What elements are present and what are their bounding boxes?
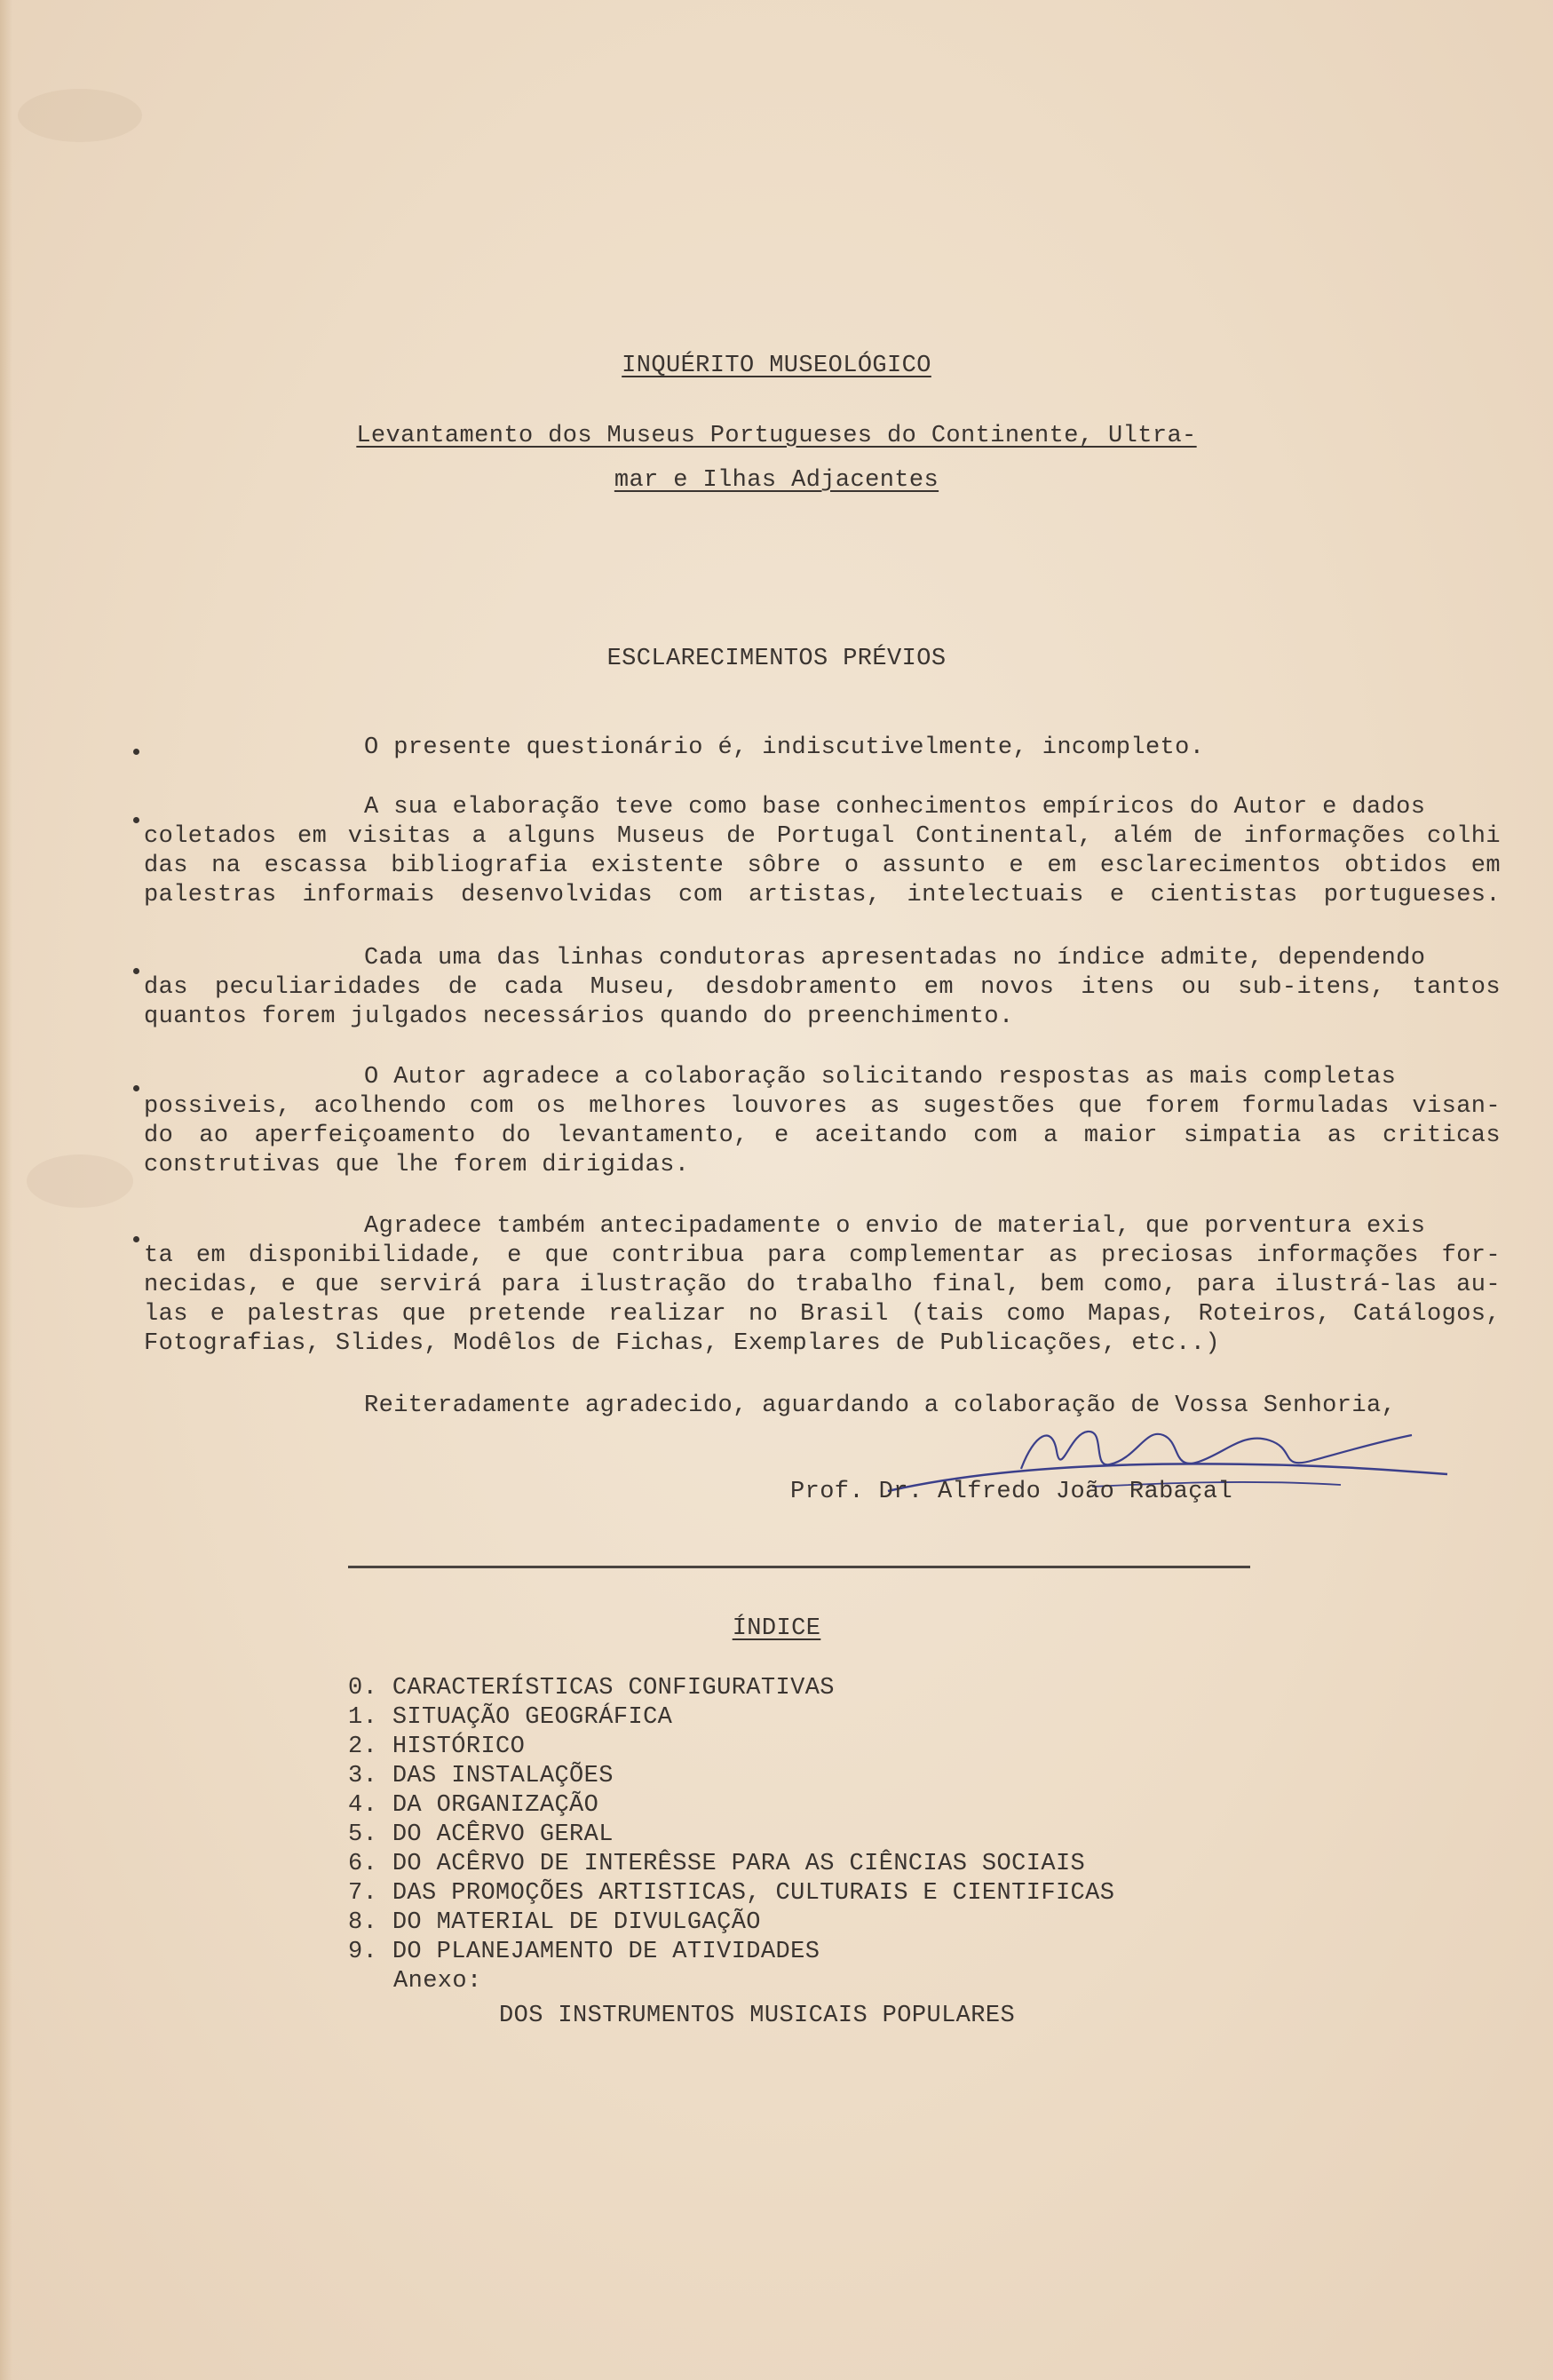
index-label: DAS INSTALAÇÕES bbox=[392, 1763, 614, 1789]
index-number: 1. bbox=[348, 1704, 378, 1731]
index-number: 0. bbox=[348, 1675, 378, 1702]
paragraph-4-line: do ao aperfeiçoamento do levantamento, e aceitando com a maior simpatia as criticas bbox=[144, 1123, 1501, 1149]
index-number: 6. bbox=[348, 1851, 378, 1877]
index-number: 5. bbox=[348, 1821, 378, 1848]
section-divider bbox=[348, 1566, 1250, 1568]
section-heading: ESCLARECIMENTOS PRÉVIOS bbox=[606, 646, 947, 672]
paragraph-5-line: Fotografias, Slides, Modêlos de Fichas, Exemplares de Publicações, etc..) bbox=[144, 1330, 1220, 1357]
paragraph-bullet bbox=[133, 1085, 139, 1091]
index-number: 7. bbox=[348, 1880, 378, 1907]
signature-name: Prof. Dr. Alfredo João Rabaçal bbox=[790, 1479, 1233, 1505]
paragraph-1-line: O presente questionário é, indiscutivelmente, incompleto. bbox=[364, 734, 1205, 761]
index-item bbox=[348, 1879, 1114, 1908]
index-label: DAS PROMOÇÕES ARTISTICAS, CULTURAIS E CIENTIFICAS bbox=[392, 1880, 1115, 1907]
paragraph-2-line: palestras informais desenvolvidas com artistas, intelectuais e cientistas portugueses. bbox=[144, 882, 1501, 908]
paragraph-2-line: coletados em visitas a alguns Museus de Portugal Continental, além de informações colhi bbox=[144, 823, 1501, 850]
paragraph-5-line: las e palestras que pretende realizar no Brasil (tais como Mapas, Roteiros, Catálogos, bbox=[144, 1301, 1501, 1328]
index-item bbox=[348, 1791, 598, 1821]
index-label: HISTÓRICO bbox=[392, 1733, 526, 1760]
paragraph-4-line: construtivas que lhe forem dirigidas. bbox=[144, 1152, 690, 1178]
paragraph-5-line: Agradece também antecipadamente o envio de material, que porventura exis bbox=[364, 1213, 1426, 1240]
paragraph-3-line: Cada uma das linhas condutoras apresentadas no índice admite, dependendo bbox=[364, 945, 1426, 972]
paper-stain bbox=[18, 89, 142, 142]
index-item bbox=[348, 1733, 525, 1762]
index-item bbox=[348, 1762, 614, 1791]
index-item bbox=[348, 1821, 614, 1850]
index-heading: ÍNDICE bbox=[732, 1615, 821, 1642]
index-number: 9. bbox=[348, 1939, 378, 1965]
index-label: DO ACÊRVO DE INTERÊSSE PARA AS CIÊNCIAS SOCIAIS bbox=[392, 1851, 1086, 1877]
paragraph-bullet bbox=[133, 1236, 139, 1242]
document-subtitle-line1: Levantamento dos Museus Portugueses do Continente, Ultra- bbox=[356, 423, 1197, 449]
paragraph-2-line: das na escassa bibliografia existente sôbre o assunto e em esclarecimentos obtidos em bbox=[144, 853, 1501, 879]
paragraph-bullet bbox=[133, 968, 139, 974]
index-number: 8. bbox=[348, 1909, 378, 1936]
closing-line: Reiteradamente agradecido, aguardando a colaboração de Vossa Senhoria, bbox=[364, 1392, 1397, 1419]
index-item bbox=[348, 1850, 1085, 1879]
paragraph-5-line: necidas, e que servirá para ilustração do trabalho final, bem como, para ilustrá-las au- bbox=[144, 1272, 1501, 1298]
index-number: 4. bbox=[348, 1792, 378, 1819]
index-number: 3. bbox=[348, 1763, 378, 1789]
annex-label: Anexo: bbox=[393, 1968, 482, 1995]
index-label: DO ACÊRVO GERAL bbox=[392, 1821, 614, 1848]
paragraph-4-line: possiveis, acolhendo com os melhores louvores as sugestões que forem formuladas visan- bbox=[144, 1093, 1501, 1120]
paragraph-2-line: A sua elaboração teve como base conhecimentos empíricos do Autor e dados bbox=[364, 794, 1426, 821]
paragraph-3-line: das peculiaridades de cada Museu, desdobramento em novos itens ou sub-itens, tantos bbox=[144, 974, 1501, 1001]
index-item bbox=[348, 1908, 761, 1938]
index-item bbox=[348, 1674, 835, 1703]
paragraph-4-line: O Autor agradece a colaboração solicitando respostas as mais completas bbox=[364, 1064, 1397, 1091]
index-label: DO MATERIAL DE DIVULGAÇÃO bbox=[392, 1909, 761, 1936]
index-number: 2. bbox=[348, 1733, 378, 1760]
paragraph-3-line: quantos forem julgados necessários quando do preenchimento. bbox=[144, 1004, 1014, 1030]
paragraph-bullet bbox=[133, 749, 139, 755]
index-item bbox=[348, 1938, 820, 1967]
index-label: SITUAÇÃO GEOGRÁFICA bbox=[392, 1704, 673, 1731]
index-label: DO PLANEJAMENTO DE ATIVIDADES bbox=[392, 1939, 820, 1965]
index-item bbox=[348, 1703, 672, 1733]
document-subtitle-line2: mar e Ilhas Adjacentes bbox=[614, 467, 939, 494]
index-label: DA ORGANIZAÇÃO bbox=[392, 1792, 599, 1819]
annex-item: DOS INSTRUMENTOS MUSICAIS POPULARES bbox=[499, 2003, 1016, 2029]
index-label: CARACTERÍSTICAS CONFIGURATIVAS bbox=[392, 1675, 835, 1702]
document-title: INQUÉRITO MUSEOLÓGICO bbox=[622, 353, 931, 379]
paragraph-5-line: ta em disponibilidade, e que contribua para complementar as preciosas informações for- bbox=[144, 1242, 1501, 1269]
paper-stain bbox=[27, 1154, 133, 1208]
paragraph-bullet bbox=[133, 817, 139, 823]
